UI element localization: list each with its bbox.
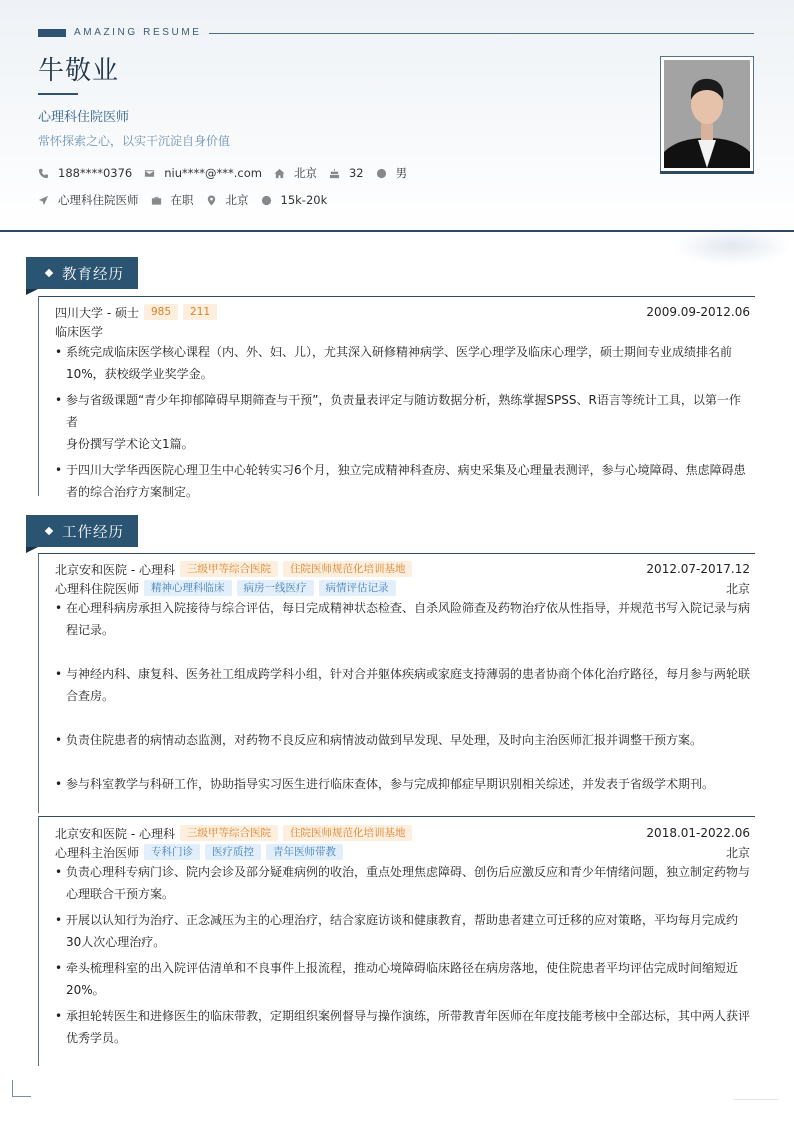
bullet-line: • 与神经内科、康复科、医务社工组成跨学科小组，针对合并躯体疾病或家庭支持薄弱的患者协商个体化治疗路径，每月参与两轮联 — [66, 667, 751, 681]
work-date: 2012.07-2017.12 — [646, 562, 750, 576]
bullet-line: • 系统完成临床医学核心课程（内、外、妇、儿），尤其深入研修精神病学、医学心理学及临床心理学，硕士期间专业成绩排名前 — [66, 345, 733, 359]
bullet-line: • 负责心理科专病门诊、院内会诊及部分疑难病例的收治，重点处理焦虑障碍、创伤后应激反应和青少年情绪问题，独立制定药物与 — [66, 865, 751, 879]
email-item — [144, 166, 262, 180]
employer: 北京安和医院 - 心理科 — [55, 826, 175, 841]
school-name: 四川大学 - 硕士 — [55, 305, 139, 320]
age-text: 32 — [348, 166, 364, 180]
contact-row — [38, 165, 419, 181]
work-bullet — [55, 1005, 750, 1049]
header-divider — [0, 230, 794, 232]
name-underline — [38, 93, 78, 95]
cake-icon — [329, 168, 340, 179]
diamond-icon — [45, 527, 53, 535]
work-bullet — [55, 861, 750, 905]
employer-tag: 住院医师规范化培训基地 — [283, 561, 413, 577]
role-tag: 青年医师带教 — [266, 844, 343, 860]
work-city: 北京 — [725, 581, 750, 596]
work-date: 2018.01-2022.06 — [646, 826, 750, 840]
send-icon — [38, 195, 49, 206]
diamond-icon — [45, 269, 53, 277]
briefcase-icon — [151, 195, 162, 206]
mail-icon — [144, 168, 155, 179]
work-entry — [55, 560, 750, 795]
bullet-line: • 牵头梳理科室的出入院评估清单和不良事件上报流程，推动心境障碍临床路径在病房落地，使住院患者平均评估完成时间缩短近 — [66, 961, 739, 975]
bullet-line: 优秀学员。 — [66, 1031, 127, 1045]
bullet-line: 程记录。 — [66, 623, 115, 637]
bullet-line: • 在心理科病房承担入院接待与综合评估，每日完成精神状态检查、自杀风险筛查及药物治疗依从性指导，并规范书写入院记录与病 — [66, 601, 751, 615]
bullet-line: 身份撰写学术论文1篇。 — [66, 437, 194, 451]
work-bullet — [55, 909, 750, 953]
work-bullet — [55, 773, 750, 795]
job-intent-row — [38, 192, 339, 208]
location-item — [206, 192, 249, 208]
gender-icon — [376, 168, 387, 179]
bullet-line: 合查房。 — [66, 689, 115, 703]
education-bullet — [55, 459, 750, 503]
bullet-line: • 承担轮转医生和进修医生的临床带教，定期组织案例督导与操作演练，所带教青年医师在年度技能考核中全部达标，其中两人获评 — [66, 1009, 751, 1023]
header-decoration — [672, 226, 792, 266]
home-icon — [274, 168, 285, 179]
city-text: 北京 — [293, 166, 317, 180]
section-left-bar — [38, 296, 39, 496]
education-bullet — [55, 389, 750, 455]
education-header — [55, 303, 750, 321]
job-title: 心理科住院医师 — [38, 110, 130, 125]
employer-tag: 三级甲等综合医院 — [180, 825, 278, 841]
work-sub — [55, 579, 750, 597]
work-city: 北京 — [725, 845, 750, 860]
role-tag: 医疗质控 — [205, 844, 261, 860]
intent-item — [38, 192, 139, 208]
section-rule — [38, 553, 755, 554]
email-text: niu****@***.com — [164, 166, 262, 180]
brand-line — [209, 33, 754, 34]
work-header — [55, 824, 750, 842]
school-tag: 211 — [183, 304, 217, 320]
work-bullet — [55, 729, 750, 751]
corner-decoration — [12, 1080, 31, 1097]
work-title-text: 工作经历 — [62, 524, 124, 541]
education-section-title — [26, 257, 138, 289]
intent-text: 心理科住院医师 — [58, 193, 139, 207]
bullet-line: 30人次心理治疗。 — [66, 935, 166, 949]
bullet-line: 20%。 — [66, 983, 105, 997]
candidate-name: 牛敬业 — [38, 56, 120, 86]
work-bullet — [55, 957, 750, 1001]
work-header — [55, 560, 750, 578]
section-rule — [38, 296, 755, 297]
photo-accent — [660, 171, 754, 174]
bullet-line: 心理联合干预方案。 — [66, 887, 175, 901]
gender-text: 男 — [395, 166, 408, 180]
corner-decoration — [734, 1099, 778, 1100]
brand-bar — [38, 29, 66, 37]
role-tag: 专科门诊 — [144, 844, 200, 860]
avatar — [664, 60, 750, 168]
motto: 常怀探索之心，以实干沉淀自身价值 — [38, 134, 231, 148]
employer-tag: 三级甲等综合医院 — [180, 561, 278, 577]
education-title-text: 教育经历 — [62, 266, 124, 283]
role: 心理科主治医师 — [55, 845, 140, 860]
entry-rule — [38, 816, 755, 817]
bullet-line: • 参与省级课题“青少年抑郁障碍早期筛查与干预”，负责量表评定与随访数据分析，熟练掌握SPSS、R语言等统计工具，以第一作者 — [66, 393, 741, 429]
salary-item — [261, 193, 328, 207]
bullet-line: • 负责住院患者的病情动态监测，对药物不良反应和病情波动做到早发现、早处理，及时向主治医师汇报并调整干预方案。 — [66, 733, 703, 747]
education-bullet — [55, 341, 750, 385]
bullet-line: • 参与科室教学与科研工作，协助指导实习医生进行临床查体，参与完成抑郁症早期识别相关综述，并发表于省级学术期刊。 — [66, 777, 715, 791]
major: 临床医学 — [55, 324, 104, 339]
phone-item — [38, 166, 132, 180]
phone-text: 188****0376 — [58, 166, 133, 180]
bullet-line: • 开展以认知行为治疗、正念减压为主的心理治疗，结合家庭访谈和健康教育，帮助患者建立可迁移的应对策略，平均每月完成约 — [66, 913, 739, 927]
status-text: 在职 — [170, 193, 194, 207]
role: 心理科住院医师 — [55, 581, 140, 596]
entry-left-bar — [38, 816, 39, 1066]
money-icon — [261, 195, 272, 206]
city-item — [274, 165, 317, 181]
education-entry — [55, 303, 750, 503]
role-tag: 病情评估记录 — [319, 580, 396, 596]
work-sub — [55, 843, 750, 861]
bullet-line: 者的综合治疗方案制定。 — [66, 485, 199, 499]
brand-text: AMAZING RESUME — [74, 27, 202, 38]
photo-frame — [660, 56, 754, 172]
work-bullet — [55, 663, 750, 707]
work-section-title — [26, 515, 138, 547]
education-sub — [55, 322, 750, 340]
location-text: 北京 — [225, 193, 249, 207]
work-entry — [55, 824, 750, 1049]
role-tag: 病房一线医疗 — [237, 580, 314, 596]
bullet-line: • 于四川大学华西医院心理卫生中心轮转实习6个月，独立完成精神科查房、病史采集及心理量表测评，参与心境障碍、焦虑障碍患 — [66, 463, 746, 477]
employer-tag: 住院医师规范化培训基地 — [283, 825, 413, 841]
work-bullet — [55, 597, 750, 641]
salary-text: 15k-20k — [280, 193, 328, 207]
role-tag: 精神心理科临床 — [144, 580, 232, 596]
school-tag: 985 — [144, 304, 178, 320]
tab-fold — [26, 289, 38, 295]
age-item — [329, 166, 364, 180]
phone-icon — [38, 168, 49, 179]
tab-fold — [26, 547, 38, 553]
bullet-line: 10%，获校级学业奖学金。 — [66, 367, 213, 381]
section-left-bar — [38, 553, 39, 813]
pin-icon — [206, 195, 217, 206]
education-date: 2009.09-2012.06 — [646, 305, 750, 319]
gender-item — [376, 165, 408, 181]
employer: 北京安和医院 - 心理科 — [55, 562, 175, 577]
status-item — [151, 192, 194, 208]
